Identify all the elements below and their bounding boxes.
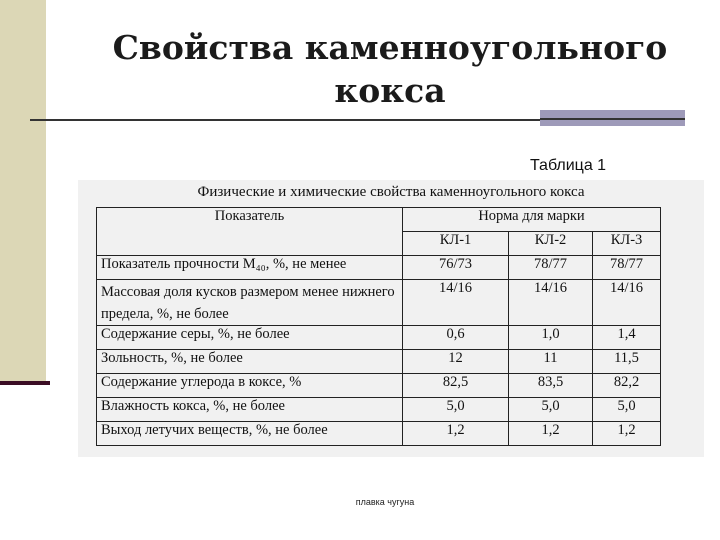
slide-title: Свойства каменноугольного кокса xyxy=(112,28,668,110)
grade-group-header: Норма для марки xyxy=(403,208,661,232)
row-value: 1,2 xyxy=(403,422,509,446)
row-label: Влажность кокса, %, не более xyxy=(97,398,403,422)
row-value: 14/16 xyxy=(403,280,509,326)
row-value: 5,0 xyxy=(509,398,593,422)
table-row xyxy=(97,256,661,280)
row-value: 83,5 xyxy=(509,374,593,398)
sidebar-decoration xyxy=(0,0,46,385)
table-row xyxy=(97,280,661,326)
scanned-table-image xyxy=(78,180,704,457)
row-value: 14/16 xyxy=(593,280,661,326)
properties-table xyxy=(96,207,661,446)
row-value: 76/73 xyxy=(403,256,509,280)
row-label: Содержание углерода в коксе, % xyxy=(97,374,403,398)
row-label: Выход летучих веществ, %, не более xyxy=(97,422,403,446)
grade-header: КЛ-1 xyxy=(403,232,509,256)
table-row xyxy=(97,350,661,374)
row-value: 1,2 xyxy=(509,422,593,446)
row-label: Массовая доля кусков размером менее нижнего предела, %, не более xyxy=(97,280,403,326)
row-value: 78/77 xyxy=(509,256,593,280)
table-row xyxy=(97,422,661,446)
row-label: Содержание серы, %, не более xyxy=(97,326,403,350)
table-caption: Физические и химические свойства каменноугольного кокса xyxy=(197,184,585,200)
row-value: 0,6 xyxy=(403,326,509,350)
row-value: 78/77 xyxy=(593,256,661,280)
row-value: 1,0 xyxy=(509,326,593,350)
title-rule xyxy=(30,119,540,121)
table-row xyxy=(97,374,661,398)
row-value: 82,2 xyxy=(593,374,661,398)
grade-header: КЛ-3 xyxy=(593,232,661,256)
row-label: Показатель прочности М₄₀, %, не менее xyxy=(97,256,403,280)
row-value: 11,5 xyxy=(593,350,661,374)
row-value: 1,4 xyxy=(593,326,661,350)
row-value: 14/16 xyxy=(509,280,593,326)
row-label: Зольность, %, не более xyxy=(97,350,403,374)
table-header-row xyxy=(97,208,661,232)
table-number-label: Таблица 1 xyxy=(530,157,607,174)
row-value: 11 xyxy=(509,350,593,374)
row-value: 5,0 xyxy=(403,398,509,422)
row-value: 1,2 xyxy=(593,422,661,446)
slide-footer: плавка чугуна xyxy=(355,497,415,507)
title-rule-accent-line xyxy=(540,118,685,120)
grade-header: КЛ-2 xyxy=(509,232,593,256)
row-value: 5,0 xyxy=(593,398,661,422)
indicator-header: Показатель xyxy=(97,208,403,256)
row-value: 12 xyxy=(403,350,509,374)
sidebar-edge-decoration xyxy=(0,381,50,385)
table-row xyxy=(97,398,661,422)
row-value: 82,5 xyxy=(403,374,509,398)
table-row xyxy=(97,326,661,350)
